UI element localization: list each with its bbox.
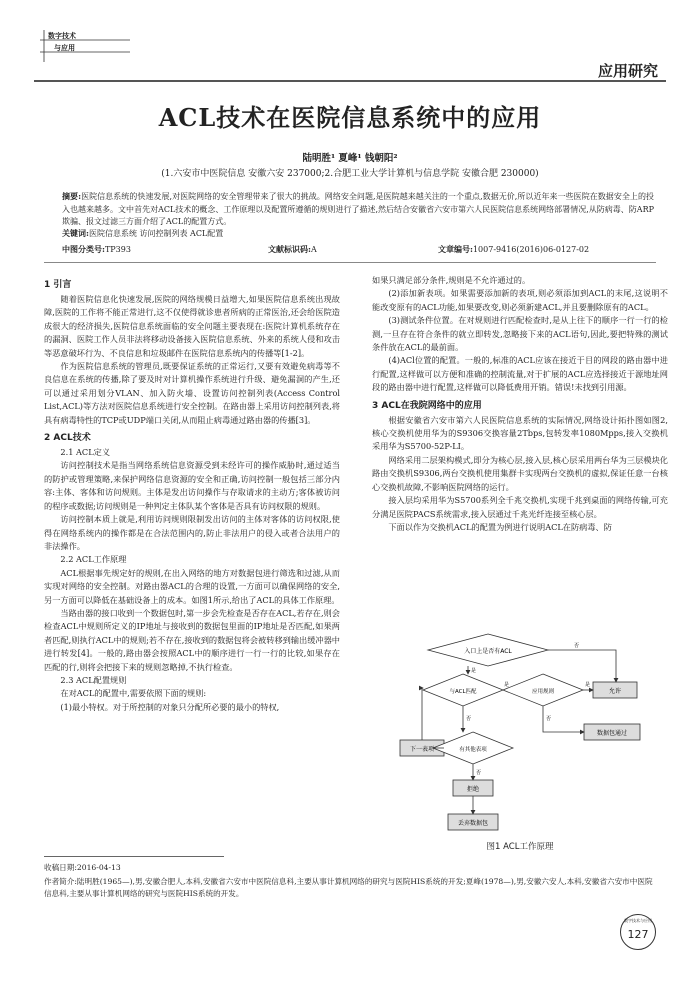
page-number-badge <box>620 914 656 950</box>
keywords-label: 关键词: <box>62 228 89 238</box>
doc-code-label: 文献标识码: <box>268 244 311 254</box>
figure-caption: 图1 ACL工作原理 <box>486 842 554 852</box>
paragraph: 当路由器的接口收到一个数据包时,第一步会先检查是否存在ACL,若存在,则会检查ACL中规则所定义的IP地址与接收到的数据包里面的IP地址是否匹配,如果两者匹配,则执行ACL中的规则;若不存在,接收到的数据包将会被转移到输出缓冲器中进行转发[4]。一般的,路由器会按照ACL中的顺序进行一行一行的比较,如果存在匹配的行,则将会把接下来的规则忽略掉,不执行检查。 <box>44 607 340 672</box>
flow-yes-label: 是 <box>585 682 591 688</box>
paragraph: 访问控制本质上就是,利用访问规则限制发出访问的主体对客体的访问权限,使得在网络系统内的操作都是在合法范围内的,防止非法用户的侵入或者合法用户的非法操作。 <box>44 514 340 551</box>
article-number <box>438 244 589 255</box>
keywords-text: 医院信息系统 访问控制列表 ACL配置 <box>88 229 224 238</box>
section-1-heading: 1 引言 <box>44 280 72 290</box>
flowchart-svg <box>398 628 648 838</box>
abstract <box>62 190 654 229</box>
section-3-heading: 3 ACL在我院网络中的应用 <box>372 400 482 411</box>
paragraph: (1)最小特权。对于所控制的对象只分配所必要的最小的特权, <box>60 701 280 712</box>
subsection-heading: 2.1 ACL定义 <box>60 447 111 458</box>
paragraph: 如果只满足部分条件,规则是不允许通过的。 <box>372 275 531 285</box>
flow-label-more: 有其他表项 <box>459 747 487 753</box>
paragraph: 作为医院信息系统的管理员,既要保证系统的正常运行,又要有效避免病毒等不良信息在系统的传播,除了要及时对计算机操作系统进行升级、避免漏洞的产生,还可以通过采用划分VLAN、加入防火墙、设置访问控制列表(Access Control List,ACL)等方法对医院信息系统进行安全控制。在路由器上采用访问控制列表,将具有病毒特性的TCP或UDP端口关闭,从而阻止病毒通过路由器的传播[3]。 <box>44 361 340 425</box>
logo-line2: 与应用 <box>54 43 75 52</box>
paragraph: 根据安徽省六安市第六人民医院信息系统的实际情况,网络设计拓扑图如图2,核心交换机使用华为的S9306交换容量2Tbps,包转发率1080Mpps,接入交换机采用华为S5700-52P-LI。 <box>372 414 668 452</box>
doc-code-value: A <box>310 245 317 254</box>
affiliation: (1.六安市中医院信息 安徽六安 237000;2.合肥工业大学计算机与信息学院 安徽合肥 230000) <box>161 169 539 179</box>
authors: 陆明胜¹ 夏峰¹ 钱朝阳² <box>302 153 398 164</box>
keywords <box>62 228 223 239</box>
article-no-label: 文章编号: <box>438 244 473 254</box>
paragraph: 下面以作为交换机ACL的配置为例进行说明ACL在防病毒、防 <box>388 521 612 532</box>
flow-label-reject: 拒绝 <box>466 786 480 793</box>
flow-label-match: 与ACL匹配 <box>449 689 477 695</box>
abstract-text: 医院信息系统的快速发展,对医院网络的安全管理带来了很大的挑战。网络安全问题,是医院越来越关注的一个重点,数据无价,所以近年来一些医院在数据安全上的投入也越来越多。文中首先对ACL技术的概念、工作原理以及配置所遵循的规则进行了描述,然后结合安徽省六安市第六人民医院信息系统网络部署情况,从防病毒、防ARP欺骗、报文过滤三方面介绍了ACL的配置方式。 <box>62 192 654 226</box>
flow-label-rule: 应用规则 <box>531 689 555 695</box>
article-title: ACL技术在医院信息系统中的应用 <box>158 103 542 132</box>
paragraph: (2)添加新表项。如果需要添加新的表项,则必须添加到ACL的末尾,这说明不能改变原有的ACL功能,如果要改变,则必须新建ACL,并且要删除原有的ACL。 <box>372 288 668 312</box>
subsection-heading: 2.2 ACL工作原理 <box>60 554 127 565</box>
right-column <box>372 274 668 534</box>
footnote-rule <box>44 856 224 857</box>
flow-no-label: 否 <box>476 770 482 776</box>
section-tag: 应用研究 <box>597 62 658 80</box>
section-2-heading: 2 ACL技术 <box>44 433 91 444</box>
flow-yes-label: 是 <box>471 668 477 674</box>
clc-value: TP393 <box>104 245 131 254</box>
meta-rule <box>44 262 656 263</box>
paragraph: 网络采用二层架构模式,即分为核心层,接入层,核心层采用两台华为三层模块化路由交换机S9306,两台交换机使用集群卡实现两台交换机的虚拟,保证任意一台核心交换机故障,不影响医院网络的运行。 <box>372 454 668 492</box>
received-date: 收稿日期:2016-04-13 <box>44 863 121 872</box>
logo-line1: 数字技术 <box>48 31 76 40</box>
paragraph: (3)测试条件位置。在对规则进行匹配检查时,是从上往下的顺序一行一行的检测,一旦存在符合条件的就立即转发,忽略接下来的ACL语句,因此,要把特殊的测试条件放在ACL的最前面。 <box>372 315 668 353</box>
flow-label-entry: 入口上是否有ACL <box>464 648 512 655</box>
paragraph: (4)ACl位置的配置。一般的,标准的ACL应该在接近于目的网段的路由器中进行配置,这样做可以方便和准确的控制流量,对于扩展的ACL应选择接近于源地址网段的路由器中进行配置,这样做可以降低费用开销。错误!未找到引用源。 <box>372 355 668 393</box>
flow-label-pass: 数据包通过 <box>596 730 628 737</box>
doc-code <box>268 244 317 255</box>
flow-no-label: 否 <box>546 716 552 722</box>
journal-logo <box>34 30 130 78</box>
flow-label-permit: 允许 <box>608 688 622 695</box>
header-rule <box>34 80 666 82</box>
paragraph: ACL根据事先规定好的规则,在出入网络的地方对数据包进行筛选和过滤,从而实现对网络的安全控制。对路由器ACL的合理的设置,一方面可以确保网络的安全,另一方面可以降低在基础设备上的成本。如图1所示,给出了ACL的具体工作原理。 <box>44 567 340 605</box>
abstract-label: 摘要: <box>62 191 82 201</box>
paragraph: 随着医院信息化快速发展,医院的网络规模日益增大,如果医院信息系统出现故障,医院的工作将不能正常进行,这不仅使得就诊患者所病的正常医治,还会给医院造成很大的经济损失,医院信息系统面临的安全问题主要表现在:医院计算机系统存在的漏洞、医院工作人员非法将移动设备接入医院信息系统、外来的系统人侵和攻击等恶意破坏行为、不良信息和垃圾邮件在医院信息系统内的传播等[1-2]。 <box>44 294 340 358</box>
paragraph: 在对ACL的配置中,需要依照下面的规则: <box>60 688 207 699</box>
flow-label-next: 下一表项 <box>409 746 435 753</box>
flow-no-label: 否 <box>466 716 472 722</box>
subsection-heading: 2.3 ACL配置规则 <box>60 674 127 685</box>
left-column <box>44 274 340 714</box>
author-bio: 作者简介:陆明胜(1965—),男,安徽合肥人,本科,安徽省六安市中医院信息科,主要从事计算机网络的研究与医院HIS系统的开发;夏峰(1978—),男,安徽六安人,本科,安徽省六安市中医院信息科,主要从事计算机网络的研究与医院HIS系统的开发。 <box>44 877 653 898</box>
badge-text: 数字技术与应用 <box>624 918 652 923</box>
flow-label-discard: 丢弃数据包 <box>457 820 489 827</box>
page-number: 127 <box>627 928 649 941</box>
acl-flowchart <box>398 628 648 838</box>
paragraph: 接入层均采用华为S5700系列全千兆交换机,实现千兆到桌面的网络传输,可充分满足医院PACS系统需求,接入层通过千兆光纤连接至核心层。 <box>372 495 668 519</box>
article-no-value: 1007-9416(2016)06-0127-02 <box>472 245 590 254</box>
clc-label: 中图分类号: <box>62 244 105 254</box>
flow-yes-label: 否 <box>574 643 580 649</box>
flow-yes-label: 是 <box>504 682 510 688</box>
paragraph: 访问控制技术是指当网络系统信息资源受到未经许可的操作威胁时,通过适当的防护或管理策略,来保护网络信息资源的安全和正确,访问控制一般包括三部分内容:主体、客体和访问规则。主体是发出访问操作与存取请求的主动方;客体被访问的程序或数据;访问规则是一种判定主体队某个客体是否具有访问权限的规则。 <box>44 460 340 511</box>
clc-number <box>62 244 131 255</box>
